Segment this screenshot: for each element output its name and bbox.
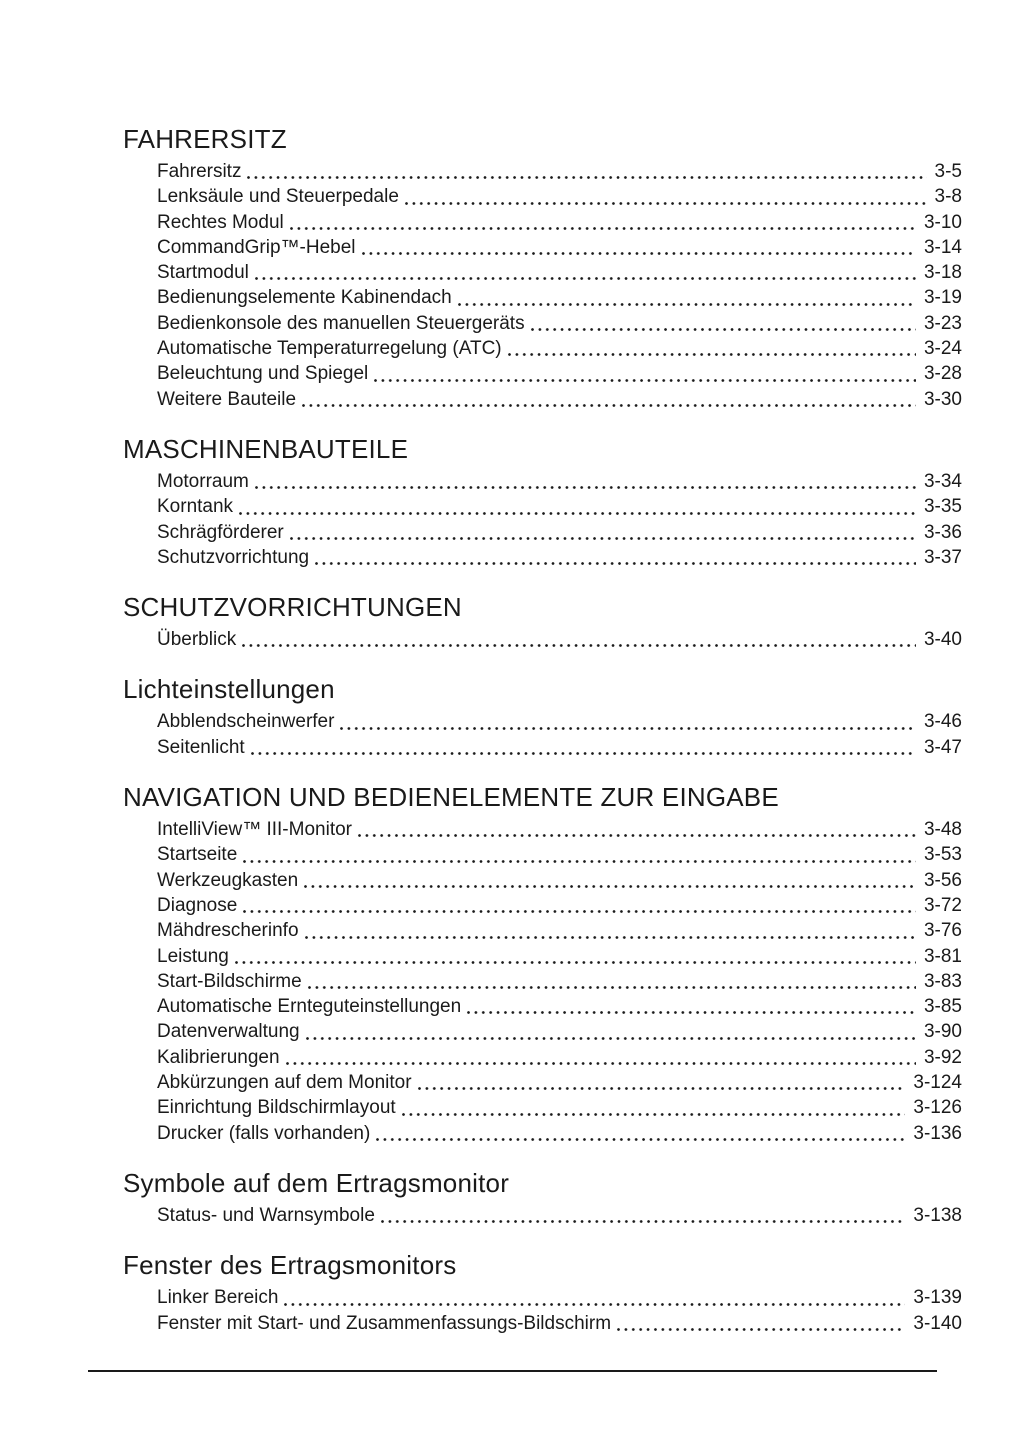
toc-entry xyxy=(157,210,962,235)
dot-leader xyxy=(302,404,916,407)
dot-leader xyxy=(286,1062,916,1065)
entry-title: Bedienungselemente Kabinendach xyxy=(157,287,452,309)
toc-entry xyxy=(157,944,962,969)
section-heading: SCHUTZVORRICHTUNGEN xyxy=(123,592,462,623)
entry-title: Fahrersitz xyxy=(157,161,242,182)
entry-page-number: 3-40 xyxy=(923,629,962,651)
entry-title: Automatische Ernteguteinstellungen xyxy=(157,996,462,1018)
toc-entry xyxy=(157,1045,962,1070)
section-heading: MASCHINENBAUTEILE xyxy=(123,433,409,464)
dot-leader xyxy=(247,176,926,179)
entry-title: Abblendscheinwerfer xyxy=(157,711,335,733)
dot-leader xyxy=(239,512,916,515)
entry-page-number: 3-24 xyxy=(923,338,962,360)
dot-leader xyxy=(305,936,916,939)
entry-page-number: 3-19 xyxy=(923,287,962,309)
table-of-contents xyxy=(123,124,962,1336)
entry-title: IntelliView™ III-Monitor xyxy=(157,819,352,841)
dot-leader xyxy=(290,227,916,230)
entry-title: Start-Bildschirme xyxy=(157,970,302,992)
dot-leader xyxy=(508,353,916,356)
toc-section xyxy=(123,124,962,412)
dot-leader xyxy=(255,486,916,489)
toc-entry xyxy=(157,709,962,734)
entry-page-number: 3-8 xyxy=(934,186,962,208)
entry-page-number: 3-85 xyxy=(923,996,962,1018)
entry-page-number: 3-76 xyxy=(923,920,962,942)
dot-leader xyxy=(458,303,916,306)
toc-entry xyxy=(157,1285,962,1310)
toc-entry xyxy=(157,817,962,842)
entry-title: Rechtes Modul xyxy=(157,211,284,233)
dot-leader xyxy=(284,1303,905,1306)
toc-entry xyxy=(157,893,962,918)
entry-title: Lenksäule und Steuerpedale xyxy=(157,186,399,208)
entry-page-number: 3-139 xyxy=(913,1287,962,1309)
entry-page-number: 3-46 xyxy=(923,711,962,733)
entry-page-number: 3-10 xyxy=(923,211,962,233)
toc-entry xyxy=(157,159,962,184)
section-heading: Symbole auf dem Ertragsmonitor xyxy=(123,1167,510,1198)
entry-title: Überblick xyxy=(157,629,237,651)
entry-page-number: 3-126 xyxy=(913,1097,962,1119)
entry-title: Korntank xyxy=(157,496,234,518)
toc-entry xyxy=(157,469,962,494)
entry-title: Seitenlicht xyxy=(157,736,245,758)
entry-title: Weitere Bauteile xyxy=(157,388,297,410)
toc-entry xyxy=(157,994,962,1019)
section-entry-list xyxy=(123,1285,962,1336)
toc-entry xyxy=(157,1070,962,1095)
entry-title: Diagnose xyxy=(157,894,238,916)
toc-entry xyxy=(157,868,962,893)
dot-leader xyxy=(617,1328,905,1331)
entry-title: Bedienkonsole des manuellen Steuergeräts xyxy=(157,312,525,334)
dot-leader xyxy=(308,986,916,989)
entry-page-number: 3-90 xyxy=(923,1021,962,1043)
toc-entry xyxy=(157,918,962,943)
dot-leader xyxy=(531,328,916,331)
entry-page-number: 3-34 xyxy=(923,470,962,492)
entry-page-number: 3-140 xyxy=(913,1312,962,1334)
toc-entry xyxy=(157,1121,962,1146)
section-entry-list xyxy=(123,1203,962,1228)
dot-leader xyxy=(358,834,916,837)
entry-title: Drucker (falls vorhanden) xyxy=(157,1122,371,1144)
toc-entry xyxy=(157,387,962,412)
toc-entry xyxy=(157,235,962,260)
entry-page-number: 3-81 xyxy=(923,945,962,967)
toc-entry xyxy=(157,361,962,386)
toc-section xyxy=(123,674,962,760)
toc-section xyxy=(123,782,962,1146)
entry-page-number: 3-28 xyxy=(923,363,962,385)
entry-title: Datenverwaltung xyxy=(157,1021,300,1043)
entry-page-number: 3-92 xyxy=(923,1046,962,1068)
entry-title: Motorraum xyxy=(157,470,249,492)
entry-page-number: 3-30 xyxy=(923,388,962,410)
entry-page-number: 3-5 xyxy=(934,161,962,182)
entry-page-number: 3-14 xyxy=(923,236,962,258)
entry-title: CommandGrip™-Hebel xyxy=(157,236,356,258)
dot-leader xyxy=(235,961,916,964)
dot-leader xyxy=(402,1113,906,1116)
toc-entry xyxy=(157,494,962,519)
toc-entry xyxy=(157,1203,962,1228)
footer-rule xyxy=(88,1370,937,1372)
entry-title: Kalibrierungen xyxy=(157,1046,280,1068)
section-entry-list xyxy=(123,159,962,412)
entry-page-number: 3-37 xyxy=(923,546,962,568)
dot-leader xyxy=(251,752,916,755)
entry-title: Startseite xyxy=(157,844,238,866)
toc-entry xyxy=(157,260,962,285)
toc-entry xyxy=(157,1311,962,1336)
section-heading: NAVIGATION UND BEDIENELEMENTE ZUR EINGABE xyxy=(123,782,779,813)
entry-page-number: 3-35 xyxy=(923,496,962,518)
dot-leader xyxy=(304,885,916,888)
entry-title: Status- und Warnsymbole xyxy=(157,1204,375,1226)
section-heading: Lichteinstellungen xyxy=(123,674,335,705)
toc-entry xyxy=(157,545,962,570)
dot-leader xyxy=(243,860,916,863)
entry-page-number: 3-48 xyxy=(923,819,962,841)
toc-entry xyxy=(157,311,962,336)
dot-leader xyxy=(340,727,916,730)
dot-leader xyxy=(405,202,927,205)
toc-entry xyxy=(157,184,962,209)
entry-title: Leistung xyxy=(157,945,229,967)
entry-page-number: 3-53 xyxy=(923,844,962,866)
toc-entry xyxy=(157,735,962,760)
section-entry-list xyxy=(123,709,962,760)
entry-title: Abkürzungen auf dem Monitor xyxy=(157,1072,412,1094)
entry-title: Linker Bereich xyxy=(157,1287,279,1309)
dot-leader xyxy=(306,1037,916,1040)
toc-section xyxy=(123,434,962,570)
entry-page-number: 3-56 xyxy=(923,869,962,891)
section-entry-list xyxy=(123,817,962,1146)
entry-title: Werkzeugkasten xyxy=(157,869,299,891)
entry-title: Schrägförderer xyxy=(157,521,284,543)
toc-entry xyxy=(157,627,962,652)
entry-page-number: 3-124 xyxy=(913,1072,962,1094)
entry-page-number: 3-18 xyxy=(923,262,962,284)
dot-leader xyxy=(243,910,916,913)
toc-entry xyxy=(157,520,962,545)
toc-section xyxy=(123,1250,962,1336)
dot-leader xyxy=(315,562,916,565)
section-entry-list xyxy=(123,627,962,652)
section-heading: Fenster des Ertragsmonitors xyxy=(123,1250,457,1281)
entry-title: Schutzvorrichtung xyxy=(157,546,310,568)
dot-leader xyxy=(374,379,916,382)
entry-page-number: 3-138 xyxy=(913,1204,962,1226)
toc-entry xyxy=(157,1019,962,1044)
toc-section xyxy=(123,1168,962,1228)
entry-page-number: 3-23 xyxy=(923,312,962,334)
entry-title: Einrichtung Bildschirmlayout xyxy=(157,1097,396,1119)
entry-page-number: 3-83 xyxy=(923,970,962,992)
entry-page-number: 3-36 xyxy=(923,521,962,543)
entry-page-number: 3-136 xyxy=(913,1122,962,1144)
toc-entry xyxy=(157,1095,962,1120)
toc-entry xyxy=(157,285,962,310)
dot-leader xyxy=(467,1011,916,1014)
dot-leader xyxy=(418,1087,906,1090)
entry-title: Automatische Temperaturregelung (ATC) xyxy=(157,338,502,360)
entry-title: Beleuchtung und Spiegel xyxy=(157,363,369,385)
dot-leader xyxy=(381,1220,906,1223)
dot-leader xyxy=(376,1138,905,1141)
section-heading: FAHRERSITZ xyxy=(123,124,287,154)
toc-section xyxy=(123,592,962,652)
entry-title: Fenster mit Start- und Zusammenfassungs-Bildschirm xyxy=(157,1312,612,1334)
dot-leader xyxy=(255,277,916,280)
section-entry-list xyxy=(123,469,962,570)
toc-entry xyxy=(157,969,962,994)
entry-page-number: 3-72 xyxy=(923,894,962,916)
dot-leader xyxy=(290,537,916,540)
entry-title: Mähdrescherinfo xyxy=(157,920,299,942)
toc-entry xyxy=(157,336,962,361)
entry-title: Startmodul xyxy=(157,262,249,284)
dot-leader xyxy=(362,252,916,255)
dot-leader xyxy=(242,644,916,647)
entry-page-number: 3-47 xyxy=(923,736,962,758)
toc-entry xyxy=(157,842,962,867)
